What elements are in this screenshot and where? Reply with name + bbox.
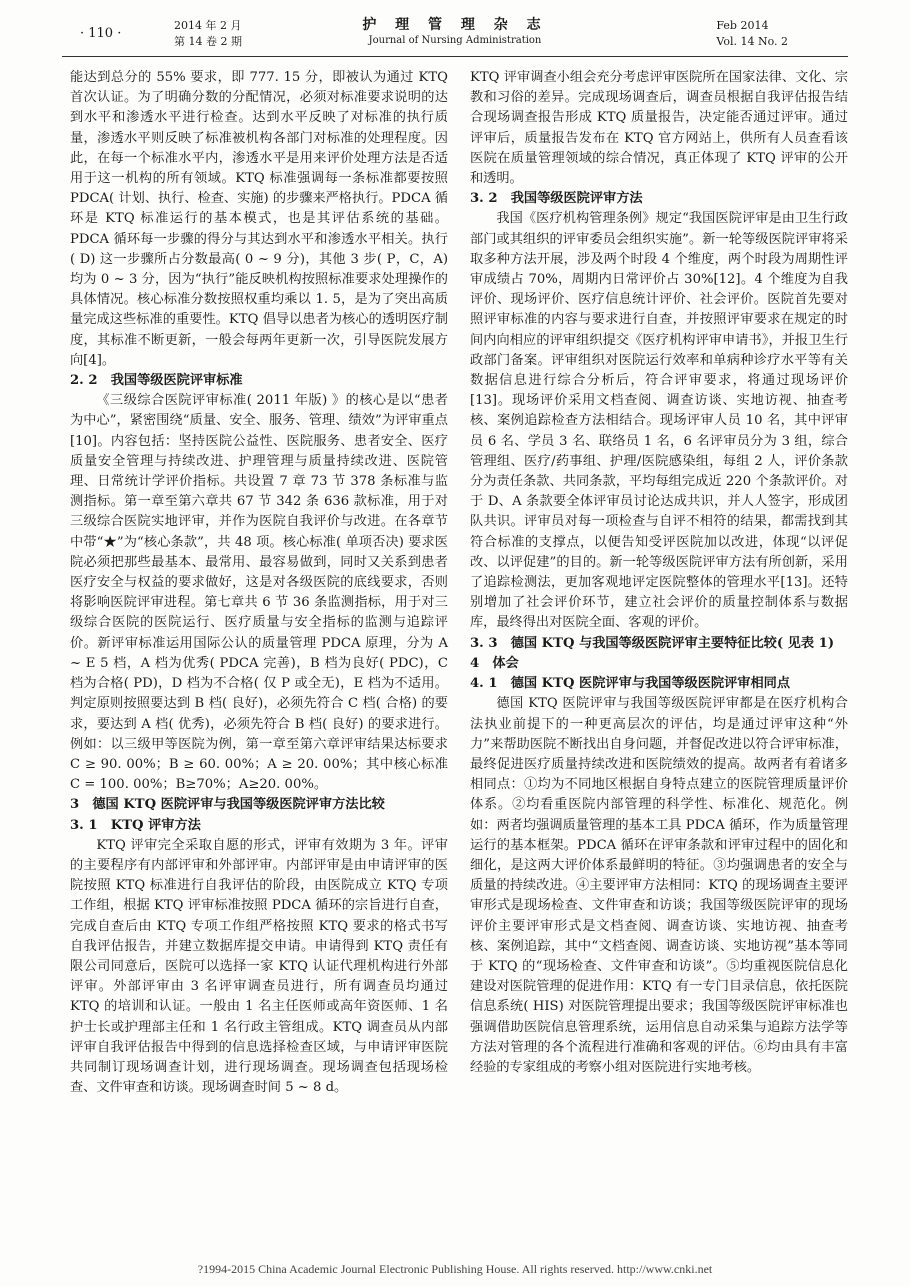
running-header bbox=[62, 12, 848, 57]
journal-title-cn: 护 理 管 理 杂 志 bbox=[362, 17, 548, 33]
copyright-footer: ?1994-2015 China Academic Journal Electronic Publishing House. All rights reserved. http://www.cnki.net bbox=[197, 1262, 713, 1276]
section-heading: 4 体会 bbox=[470, 655, 519, 671]
right-column bbox=[470, 68, 848, 1078]
paragraph: 《三级综合医院评审标准( 2011 年版) 》的核心是以“患者为中心”，紧密围绕“质量、安全、服务、管理、绩效”为评审重点[10]。内容包括：坚持医院公益性、医院服务、患者安全、医疗质量安全管理与持续改进、护理管理与质量持续改进、医院管理、日常统计学评价指标。共设置 7 章 73 节 378 条标准与监测指标。第一章至第六章共 67 节 342 条 636 款标准，用于对三级综合医院实地评审，并作为医院自我评价与改进。在各章节中带“★”为“核心条款”，共 48 项。核心标准( 单项否决) 要求医院必须把那些最基本、最常用、最容易做到，同时又关系到患者医疗安全与权益的要求做好，这是对各级医院的底线要求，否则将影响医院评审进程。第七章共 6 节 36 条监测指标，用于对三级综合医院的医院运行、医疗质量与安全指标的监测与追踪评价。新评审标准运用国际公认的质量管理 PDCA 原理，分为 A ~ E 5 档，A 档为优秀( PDCA 完善)，B 档为良好( PDC)，C 档为合格( PD)，D 档为不合格( 仅 P 或全无)，E 档为不适用。判定原则按照要达到 B 档( 良好)，必须先符合 C 档( 合格) 的要求，要达到 A 档( 优秀)，必须先符合 B 档( 良好) 的要求进行。例如：以三级甲等医院为例，第一章至第六章评审结果达标要求 C ≥ 90. 00%；B ≥ 60. 00%；A ≥ 20. 00%；其中核心标准 C = 100. 00%；B≥70%；A≥20. 00%。 bbox=[70, 393, 448, 793]
date-en: Feb 2014 bbox=[716, 19, 769, 32]
section-heading: 3 德国 KTQ 医院评审与我国等级医院评审方法比较 bbox=[70, 797, 385, 813]
date-cn: 2014 年 2 月 bbox=[174, 19, 242, 32]
volume-cn: 第 14 卷 2 期 bbox=[174, 35, 242, 48]
journal-title-en: Journal of Nursing Administration bbox=[368, 35, 542, 46]
paragraph: 我国《医疗机构管理条例》规定“我国医院评审是由卫生行政部门或其组织的评审委员会组织实施”。新一轮等级医院评审将采取多种方法开展，涉及两个时段 4 个维度，两个时段为周期性评审成绩占 70%，周期内日常评价占 30%[12]。4 个维度为自我评价、现场评价、医疗信息统计评价、社会评价。医院首先要对照评审标准的内容与要求进行自查，并按照评审要求在规定的时间内向相应的评审组织提交《医疗机构评审申请书》，并报卫生行政部门备案。评审组织对医院运行效率和单病种诊疗水平等有关数据信息进行综合分析后，符合评审要求，将通过现场评价[13]。现场评价采用文档查阅、调查访谈、实地访视、抽查考核、案例追踪检查方法相结合。现场评审人员 10 名，其中评审员 6 名、学员 3 名、联络员 1 名，6 名评审员分为 3 组，综合管理组、医疗/药事组、护理/医院感染组，每组 2 人，评价条款分为责任条款、共同条款，平均每组完成近 220 个条款评价。对于 D、A 条款要全体评审员讨论达成共识，并人人签字，形成团队共识。评审员对每一项检查与自评不相符的结果，都需找到其符合标准的支撑点，以便告知受评医院加以改进，体现“以评促改、以评促建”的目的。新一轮等级医院评审方法有所创新，采用了追踪检测法，更加客观地评定医院整体的管理水平[13]。还特别增加了社会评价环节，建立社会评价的质量控制体系与数据库，最终得出对医院全面、客观的评价。 bbox=[470, 211, 848, 631]
section-heading: 3. 2 我国等级医院评审方法 bbox=[470, 191, 643, 207]
left-column bbox=[70, 68, 448, 1098]
volume-en: Vol. 14 No. 2 bbox=[716, 35, 788, 48]
section-heading: 4. 1 德国 KTQ 医院评审与我国等级医院评审相同点 bbox=[470, 676, 791, 692]
paragraph: 德国 KTQ 医院评审与我国等级医院评审都是在医疗机构合法执业前提下的一种更高层次的评估，均是通过评审这种“外力”来帮助医院不断找出自身问题，并督促改进以符合评审标准，最终促进医疗质量持续改进和医院绩效的提高。故两者有着诸多相同点：①均为不同地区根据自身特点建立的医院管理质量评价体系。②均看重医院内部管理的科学性、标准化、规范化。例如：两者均强调质量管理的基本工具 PDCA 循环，作为质量管理运行的基本框架。PDCA 循环在评审条款和评审过程中的固化和细化，是这两大评价体系最鲜明的特征。③均强调患者的安全与质量的持续改进。④主要评审方法相同：KTQ 的现场调查主要评审形式是现场检查、文件审查和访谈；我国等级医院评审的现场评价主要评审形式是文档查阅、调查访谈、实地访视、抽查考核、案例追踪，其中“文档查阅、调查访谈、实地访视”基本等同于 KTQ 的“现场检查、文件审查和访谈”。⑤均重视医院信息化建设对医院管理的促进作用：KTQ 有一专门目录信息，依托医院信息系统( HIS) 对医院管理提出要求；我国等级医院评审标准也强调借助医院信息管理系统，运用信息自动采集与追踪方法学等方法对管理的各个流程进行准确和客观的评估。⑥均由具有丰富经验的专家组成的考察小组对医院进行实地考核。 bbox=[470, 696, 848, 1075]
section-heading: 3. 3 德国 KTQ 与我国等级医院评审主要特征比较( 见表 1) bbox=[470, 635, 835, 651]
section-heading: 3. 1 KTQ 评审方法 bbox=[70, 817, 201, 833]
paragraph: 能达到总分的 55% 要求，即 777. 15 分，即被认为通过 KTQ 首次认证。为了明确分数的分配情况，必须对标准要求说明的达到水平和渗透水平进行检查。达到水平反映了对标准的执行质量，渗透水平则反映了标准被机构各部门对标准的处理程度。因此，在每一个标准水平内，渗透水平是用来评价处理方法是否适用于这一机构的所有领域。KTQ 标准强调每一条标准都要按照 PDCA( 计划、执行、检查、实施) 的步骤来严格执行。PDCA 循环是 KTQ 标准运行的基本模式，也是其评估系统的基础。PDCA 循环每一步骤的得分与其达到水平和渗透水平相关。执行( D) 这一步骤所占分数最高( 0 ~ 9 分)，其他 3 步( P，C，A) 均为 0 ~ 3 分，因为“执行”能反映机构按照标准要求处理操作的具体情况。核心标准分数按照权重均乘以 1. 5，是为了突出高质量完成这些标准的重要性。KTQ 倡导以患者为核心的透明医疗制度，其标准不断更新，一般会每两年更新一次，引导医院发展方向[4]。 bbox=[70, 70, 448, 368]
page-number: · 110 · bbox=[80, 26, 122, 41]
issue-info-en bbox=[716, 18, 788, 50]
paragraph: KTQ 评审调查小组会充分考虑评审医院所在国家法律、文化、宗教和习俗的差异。完成现场调查后，调查员根据自我评估报告结合现场调查报告形成 KTQ 质量报告，决定能否通过评审。通过评审后，质量报告发布在 KTQ 官方网站上，供所有人员查看该医院在质量管理领域的综合情况，真正体现了 KTQ 评审的公开和透明。 bbox=[470, 70, 848, 187]
paragraph: KTQ 评审完全采取自愿的形式，评审有效期为 3 年。评审的主要程序有内部评审和外部评审。内部评审是由申请评审的医院按照 KTQ 标准进行自我评估的阶段，由医院成立 KTQ 专项工作组，根据 KTQ 评审标准按照 PDCA 循环的宗旨进行自查，完成自查后由 KTQ 专项工作组严格按照 KTQ 要求的格式书写自我评估报告，并建立数据库提交申请。申请得到 KTQ 责任有限公司同意后，医院可以选择一家 KTQ 认证代理机构进行外部评审。外部评审由 3 名评审调查员进行，所有调查员均通过 KTQ 的培训和认证。一般由 1 名主任医师或高年资医师、1 名护士长或护理部主任和 1 名行政主管组成。KTQ 调查员从内部评审自我评估报告中得到的信息选择检查区域，与申请评审医院共同制订现场调查计划，进行现场调查。现场调查包括现场检查、文件审查和访谈。现场调查时间 5 ~ 8 d。 bbox=[70, 837, 448, 1096]
section-heading: 2. 2 我国等级医院评审标准 bbox=[70, 373, 243, 389]
